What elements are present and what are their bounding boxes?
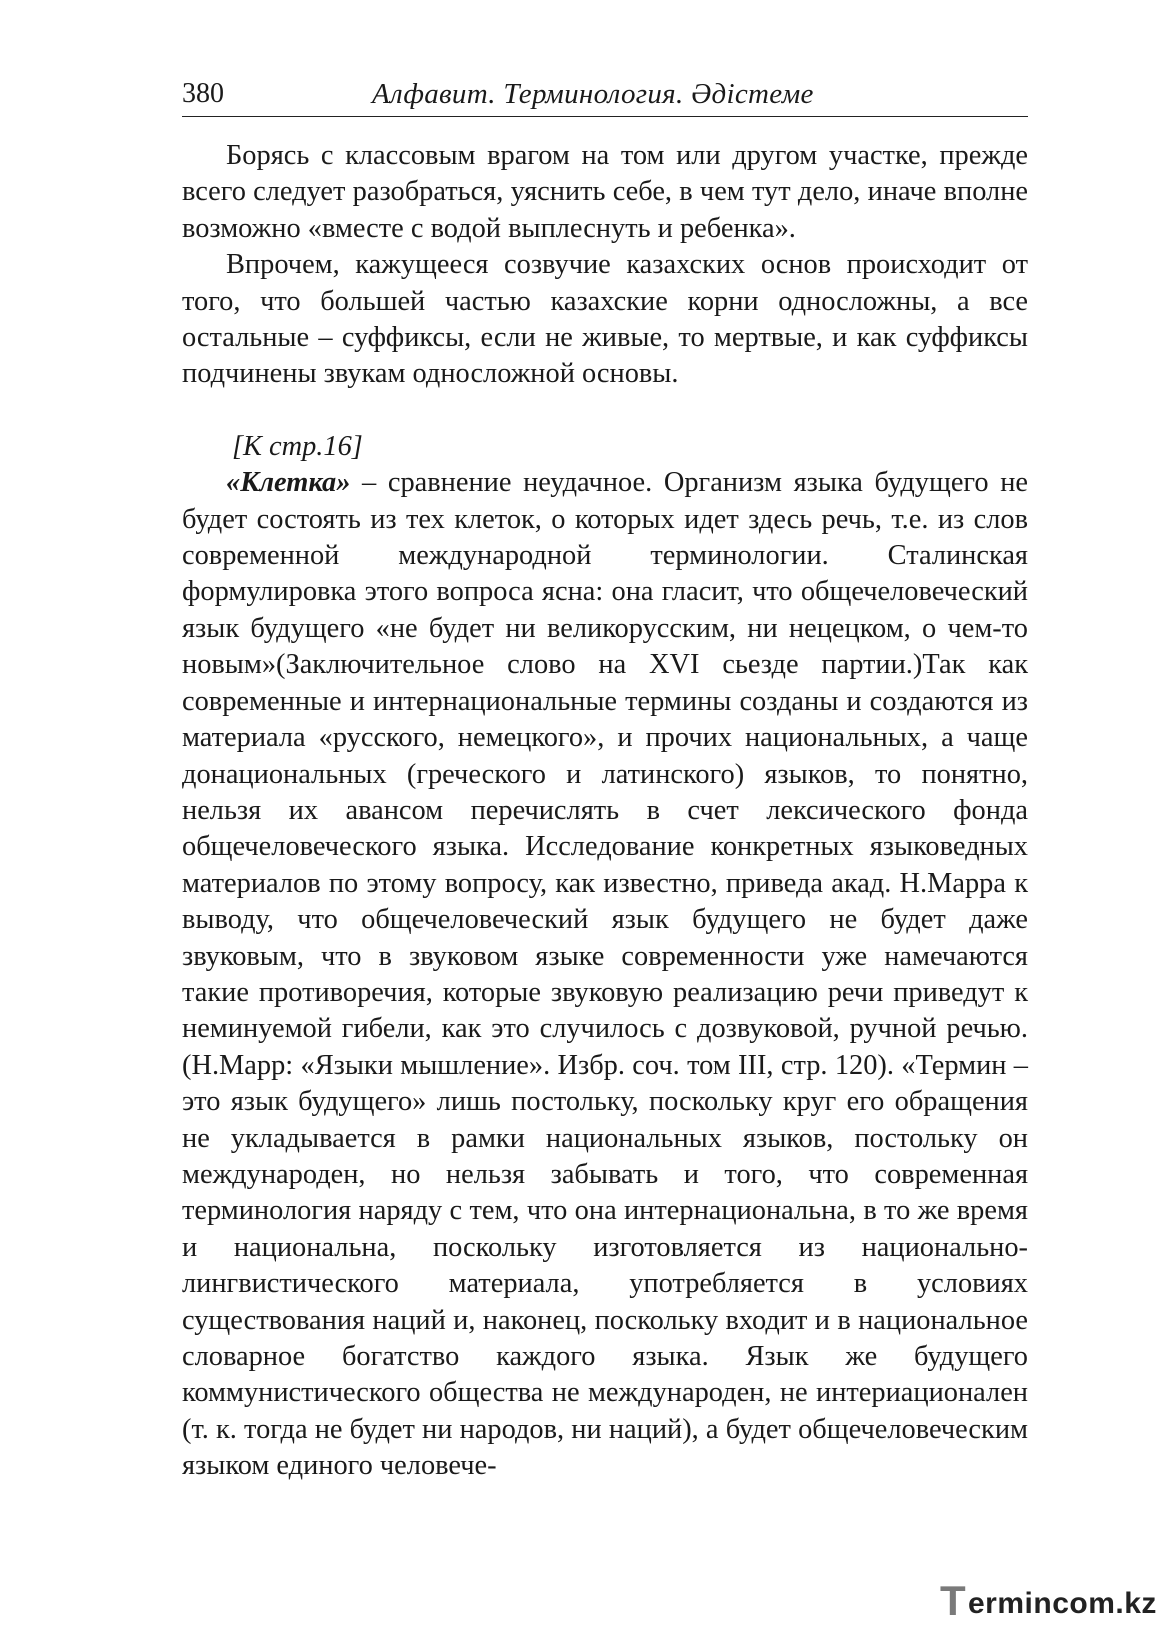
body-text [182, 138, 1028, 1485]
page-reference [182, 429, 1028, 465]
paragraph-3-text: – сравнение неудачное. Организм языка будущего не будет состоять из тех клеток, о которых идет здесь речь, т.е. из слов современной международной терминологии. Сталинская формулировка этого вопроса ясна: она гласит, что общечеловеческий язык будущего «не будет ни великорусским, ни нецецком, о чем-то новым»(Заключительное слово на XVI сьезде партии.)Так как современные и интернациональные термины созданы и создаются из материала «русского, немецкого», и прочих национальных, а чаще донациональных (греческого и латинского) языков, то понятно, нельзя их авансом перечислять в счет лексического фонда общечеловеческого языка. Исследование конкретных языковедных материалов по этому вопросу, как известно, приведа акад. Н.Марра к выводу, что общечеловеческий язык будущего не будет даже звуковым, что в звуковом языке современности уже намечаются такие противоречия, которые звуковую реализацию речи приведут к неминуемой гибели, как это случилось с дозвуковой, ручной речью. (Н.Марр: «Языки мышление». Избр. соч. том III, стр. 120). «Термин – это язык будущего» лишь постольку, поскольку круг его обращения не укладывается в рамки национальных языков, постольку он международен, но нельзя забывать и того, что современная терминология наряду с тем, что она интернациональна, в то же время и национальна, поскольку изготовляется из национально-лингвистического материала, употребляется в условиях существования наций и, наконец, поскольку входит и в национальное словарное богатство каждого языка. Язык же будущего коммунистического общества не международен, не интериационален (т. к. тогда не будет ни народов, ни наций), а будет общечеловеческим языком единого человече- [182, 467, 1028, 1482]
page-reference-text: [К стр.16] [232, 430, 363, 462]
page-header [182, 78, 1028, 117]
paragraph-1: Борясь с классовым врагом на том или другом участке, прежде всего следует разобраться, уяснить себе, в чем тут дело, иначе вполне возможно «вместе с водой выплеснуть и ребенка». [182, 140, 1028, 244]
termincom-logo [940, 1577, 1157, 1624]
running-title: Алфавит. Терминология. Әдістеме [372, 78, 814, 110]
paragraph-2: Впрочем, кажущееся созвучие казахских основ происходит от того, что большей частью казахские корни односложны, а все остальные – суффиксы, если не живые, то мертвые, и как суффиксы подчинены звукам односложной основы. [182, 249, 1028, 390]
paragraph-3 [182, 465, 1028, 1484]
term-kletka: «Клетка» [226, 467, 351, 499]
logo-text: ermincom.kz [968, 1587, 1157, 1620]
logo-letter: T [940, 1577, 966, 1624]
page-number: 380 [182, 78, 224, 109]
paragraph-gap [182, 393, 1028, 429]
